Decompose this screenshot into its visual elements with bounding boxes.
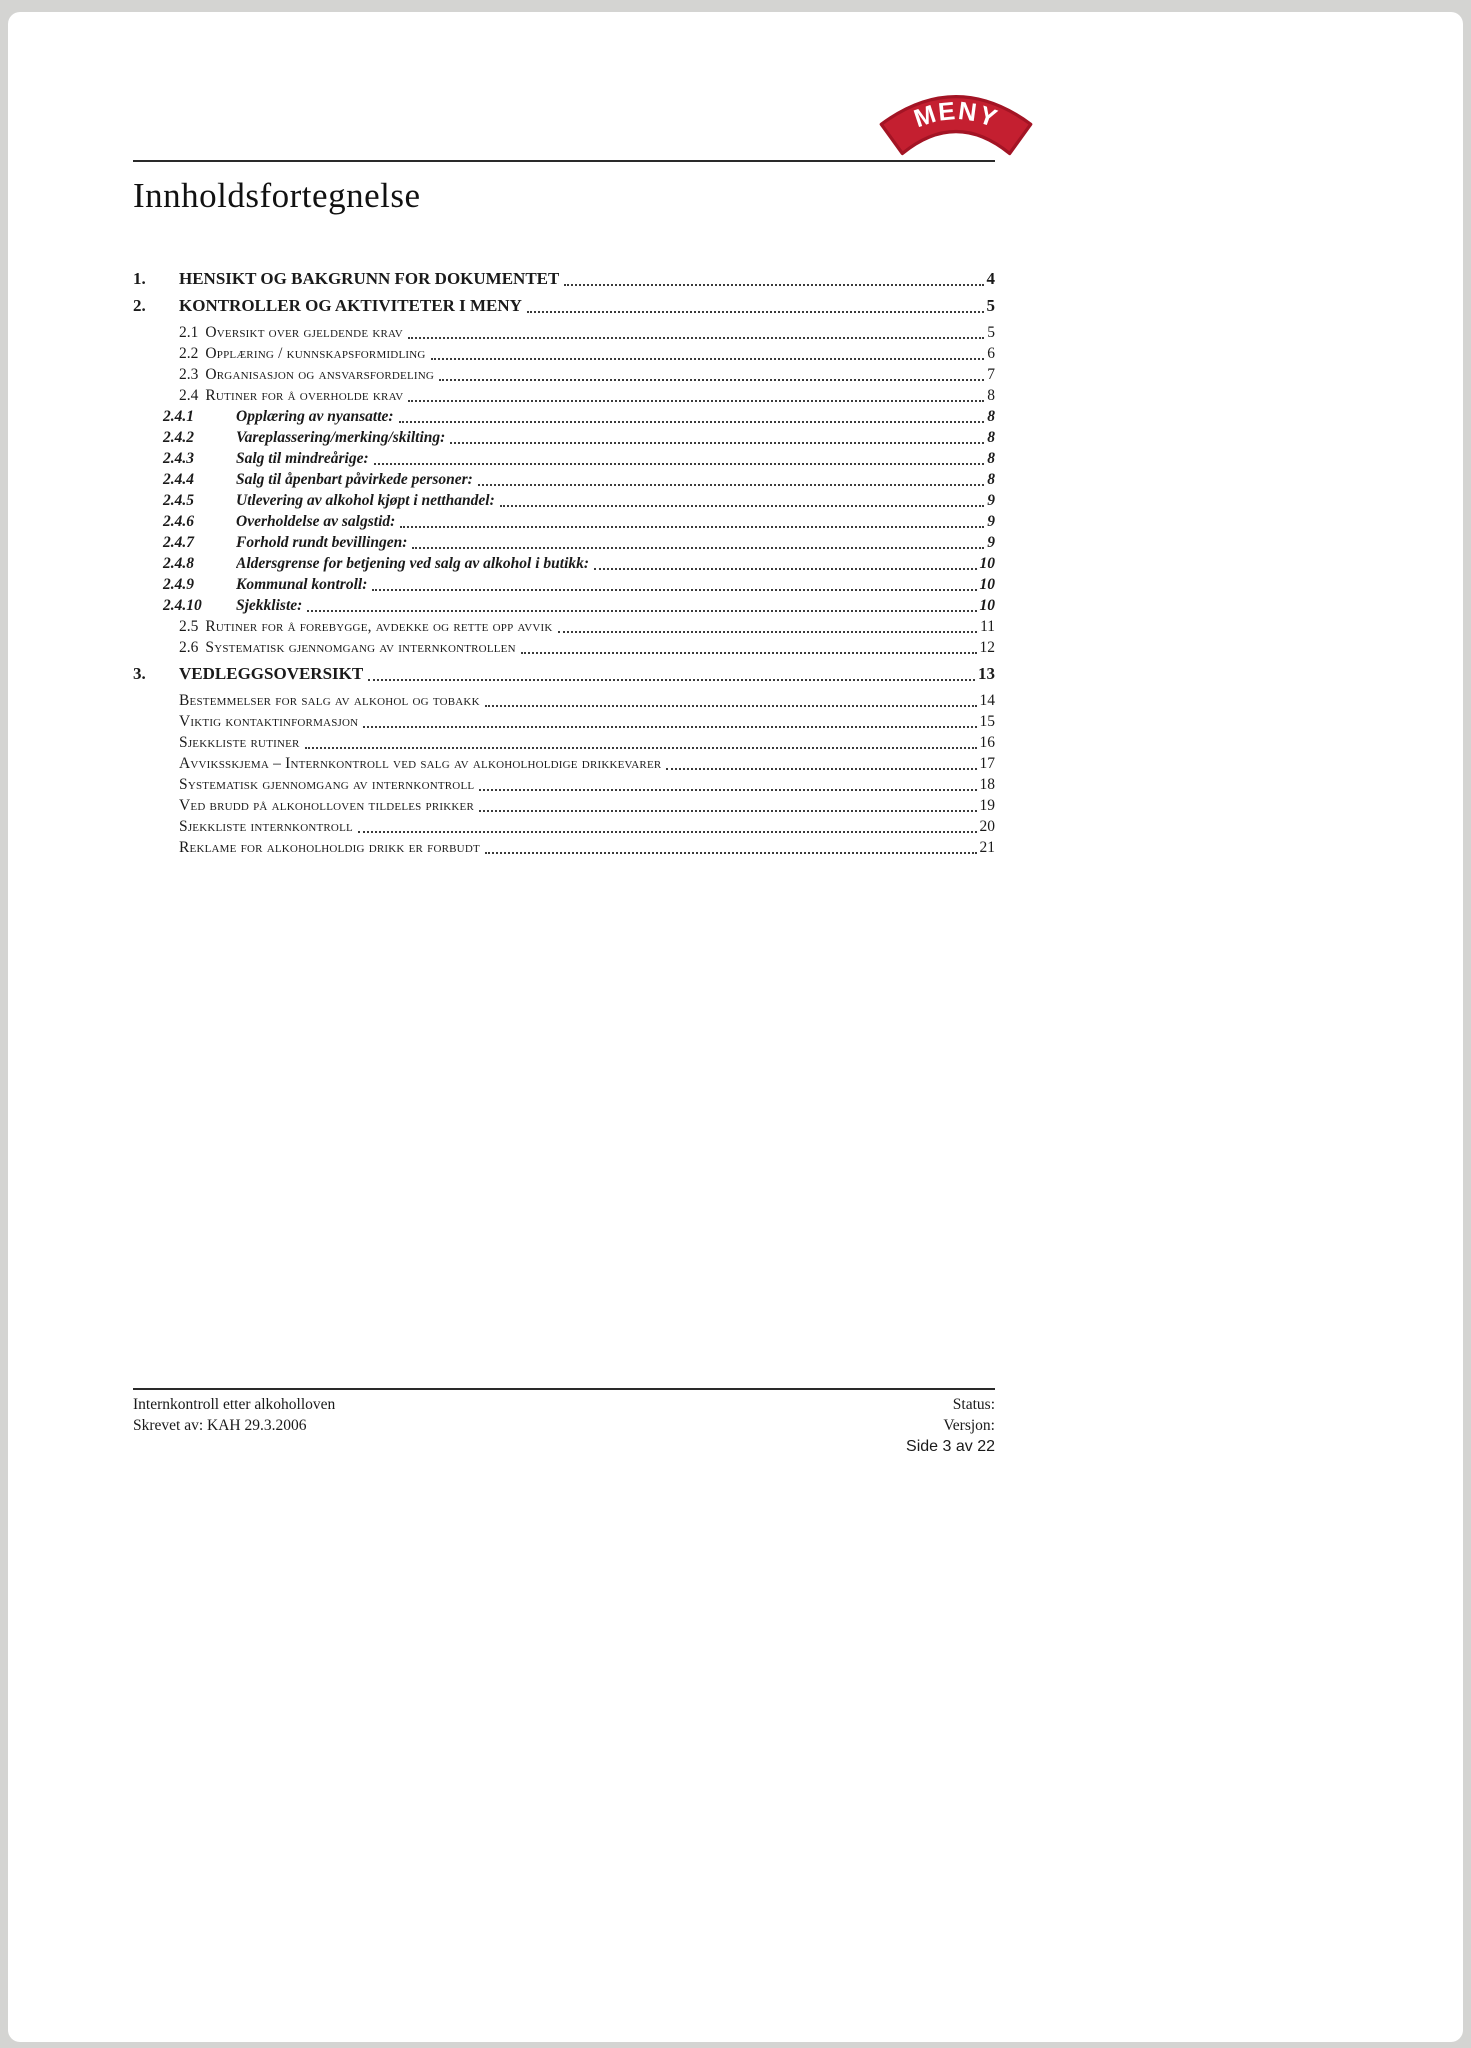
toc-leader-dots bbox=[305, 747, 977, 749]
toc-leader-dots bbox=[368, 679, 975, 681]
toc-entry-number: 2.3 bbox=[179, 366, 199, 383]
toc-entry bbox=[133, 690, 995, 711]
toc-entry bbox=[133, 343, 995, 364]
toc-entry-number: 2.4.3 bbox=[163, 450, 194, 467]
toc-entry-label: Systematisk gjennomgang av internkontrollen bbox=[205, 639, 516, 656]
toc-entry-number: 2.4.7 bbox=[163, 534, 194, 551]
toc-entry-page: 4 bbox=[986, 269, 995, 288]
footer-author-line: Skrevet av: KAH 29.3.2006 bbox=[133, 1417, 307, 1434]
toc-entry-page: 18 bbox=[979, 776, 995, 793]
toc-leader-dots bbox=[363, 726, 976, 728]
toc-entry-number: 1. bbox=[133, 269, 146, 288]
toc-leader-dots bbox=[564, 284, 983, 286]
toc-entry bbox=[133, 711, 995, 732]
toc-entry-page: 8 bbox=[987, 408, 995, 425]
toc-entry bbox=[133, 553, 995, 574]
toc-entry-page: 16 bbox=[979, 734, 995, 751]
toc-entry-page: 10 bbox=[979, 555, 995, 572]
footer-right bbox=[906, 1394, 995, 1457]
toc-entry bbox=[133, 774, 995, 795]
toc-entry-label: Rutiner for å forebygge, avdekke og rette opp avvik bbox=[205, 618, 553, 635]
toc-entry-number: 2.4.9 bbox=[163, 576, 194, 593]
toc-entry-page: 9 bbox=[987, 534, 995, 551]
toc-entry-number: 3. bbox=[133, 664, 146, 683]
meny-logo bbox=[865, 82, 1047, 160]
toc-entry-page: 9 bbox=[987, 492, 995, 509]
toc-entry-label: Opplæring av nyansatte: bbox=[236, 408, 394, 425]
toc-entry-page: 7 bbox=[987, 366, 995, 383]
page-title: Innholdsfortegnelse bbox=[133, 176, 421, 215]
toc-entry-label: Utlevering av alkohol kjøpt i netthandel: bbox=[236, 492, 495, 509]
toc-leader-dots bbox=[527, 311, 984, 313]
toc-entry-number: 2.1 bbox=[179, 324, 199, 341]
toc-entry bbox=[133, 295, 995, 317]
toc-entry bbox=[133, 616, 995, 637]
toc-entry-page: 13 bbox=[978, 664, 995, 683]
toc-entry-page: 8 bbox=[987, 387, 995, 404]
toc-entry-label: Sjekkliste rutiner bbox=[179, 734, 300, 751]
toc-entry-label: Ved brudd på alkoholloven tildeles prikker bbox=[179, 797, 475, 814]
toc-leader-dots bbox=[412, 547, 984, 549]
footer-status-label: Status: bbox=[952, 1396, 995, 1413]
toc-leader-dots bbox=[558, 631, 978, 633]
toc-entry bbox=[133, 837, 995, 858]
toc-entry-page: 11 bbox=[980, 618, 995, 635]
toc-entry bbox=[133, 574, 995, 595]
page-content bbox=[133, 12, 1002, 858]
toc-entry bbox=[133, 795, 995, 816]
toc-entry-page: 15 bbox=[979, 713, 995, 730]
toc-leader-dots bbox=[400, 526, 984, 528]
toc-entry-page: 10 bbox=[979, 576, 995, 593]
toc-entry-label: Systematisk gjennomgang av internkontroll bbox=[179, 776, 475, 793]
toc-leader-dots bbox=[500, 505, 984, 507]
toc-entry-page: 5 bbox=[986, 296, 995, 315]
toc-entry-label: Viktig kontaktinformasjon bbox=[179, 713, 359, 730]
toc-leader-dots bbox=[521, 652, 977, 654]
toc-entry-number: 2. bbox=[133, 296, 146, 315]
toc-entry-number: 2.4.6 bbox=[163, 513, 194, 530]
toc-entry-label: VEDLEGGSOVERSIKT bbox=[179, 664, 364, 683]
toc-entry bbox=[133, 663, 995, 685]
toc-entry-label: Organisasjon og ansvarsfordeling bbox=[205, 366, 435, 383]
toc-entry-page: 19 bbox=[979, 797, 995, 814]
toc-list bbox=[133, 268, 995, 858]
footer-document-title: Internkontroll etter alkoholloven bbox=[133, 1396, 336, 1413]
toc-leader-dots bbox=[408, 400, 984, 402]
toc-entry-page: 21 bbox=[979, 839, 995, 856]
toc-entry bbox=[133, 364, 995, 385]
toc-leader-dots bbox=[478, 484, 984, 486]
toc-entry-page: 8 bbox=[987, 429, 995, 446]
toc-leader-dots bbox=[358, 831, 977, 833]
toc-leader-dots bbox=[485, 705, 977, 707]
toc-leader-dots bbox=[439, 379, 984, 381]
toc-entry-label: Avviksskjema – Internkontroll ved salg av alkoholholdige drikkevarer bbox=[179, 755, 662, 772]
toc-entry bbox=[133, 595, 995, 616]
toc-entry bbox=[133, 448, 995, 469]
toc-entry bbox=[133, 322, 995, 343]
footer-left bbox=[133, 1394, 335, 1457]
toc-leader-dots bbox=[372, 589, 976, 591]
toc-leader-dots bbox=[479, 789, 976, 791]
toc-entry-number: 2.4.10 bbox=[163, 597, 202, 614]
page-header bbox=[133, 12, 1002, 162]
toc-entry-label: Overholdelse av salgstid: bbox=[236, 513, 396, 530]
toc-entry-label: Reklame for alkoholholdig drikk er forbudt bbox=[179, 839, 480, 856]
footer-page-number: Side 3 av 22 bbox=[906, 1438, 995, 1455]
toc-entry-label: Sjekkliste internkontroll bbox=[179, 818, 353, 835]
toc-entry-label: Sjekkliste: bbox=[236, 597, 303, 614]
toc-entry-label: Salg til åpenbart påvirkede personer: bbox=[236, 471, 473, 488]
toc-entry-page: 10 bbox=[979, 597, 995, 614]
toc-entry-label: Opplæring / kunnskapsformidling bbox=[205, 345, 426, 362]
toc-entry bbox=[133, 732, 995, 753]
toc-entry-label: Aldersgrense for betjening ved salg av alkohol i butikk: bbox=[236, 555, 590, 572]
toc-leader-dots bbox=[307, 610, 976, 612]
toc-entry-label: KONTROLLER OG AKTIVITETER I MENY bbox=[179, 296, 522, 315]
meny-logo-text: MENY bbox=[910, 96, 1002, 134]
toc-entry bbox=[133, 385, 995, 406]
toc-entry-number: 2.6 bbox=[179, 639, 199, 656]
page-footer bbox=[133, 1388, 995, 1457]
toc-entry-page: 9 bbox=[987, 513, 995, 530]
toc-entry-page: 5 bbox=[987, 324, 995, 341]
toc-entry-page: 8 bbox=[987, 471, 995, 488]
toc-entry-number: 2.4.2 bbox=[163, 429, 194, 446]
toc-leader-dots bbox=[666, 768, 976, 770]
toc-leader-dots bbox=[431, 358, 985, 360]
toc-entry-page: 6 bbox=[987, 345, 995, 362]
toc-entry-number: 2.4.5 bbox=[163, 492, 194, 509]
toc-leader-dots bbox=[408, 337, 984, 339]
toc-leader-dots bbox=[485, 852, 977, 854]
toc-leader-dots bbox=[450, 442, 984, 444]
toc-leader-dots bbox=[479, 810, 976, 812]
toc-entry-number: 2.2 bbox=[179, 345, 199, 362]
toc-entry-number: 2.4.4 bbox=[163, 471, 194, 488]
toc-entry bbox=[133, 427, 995, 448]
toc-entry-number: 2.5 bbox=[179, 618, 199, 635]
toc-entry bbox=[133, 511, 995, 532]
toc-entry-label: Oversikt over gjeldende krav bbox=[205, 324, 403, 341]
toc-leader-dots bbox=[399, 421, 985, 423]
toc-entry bbox=[133, 268, 995, 290]
toc-leader-dots bbox=[594, 568, 976, 570]
toc-entry-number: 2.4 bbox=[179, 387, 199, 404]
toc-entry bbox=[133, 753, 995, 774]
toc-entry-page: 20 bbox=[979, 818, 995, 835]
toc-entry bbox=[133, 532, 995, 553]
footer-version-label: Versjon: bbox=[943, 1417, 995, 1434]
toc-entry bbox=[133, 816, 995, 837]
toc-entry-label: HENSIKT OG BAKGRUNN FOR DOKUMENTET bbox=[179, 269, 560, 288]
toc-entry-label: Salg til mindreårige: bbox=[236, 450, 369, 467]
toc-entry-label: Bestemmelser for salg av alkohol og tobakk bbox=[179, 692, 480, 709]
toc-entry-page: 8 bbox=[987, 450, 995, 467]
toc-entry-page: 12 bbox=[979, 639, 995, 656]
toc-entry-number: 2.4.8 bbox=[163, 555, 194, 572]
toc-entry-label: Rutiner for å overholde krav bbox=[205, 387, 404, 404]
toc-entry-label: Forhold rundt bevillingen: bbox=[236, 534, 408, 551]
toc-entry bbox=[133, 490, 995, 511]
toc-entry bbox=[133, 637, 995, 658]
toc-leader-dots bbox=[374, 463, 985, 465]
toc-entry-page: 17 bbox=[979, 755, 995, 772]
toc-entry-label: Vareplassering/merking/skilting: bbox=[236, 429, 446, 446]
toc-entry bbox=[133, 406, 995, 427]
toc-entry-label: Kommunal kontroll: bbox=[236, 576, 368, 593]
toc-entry-number: 2.4.1 bbox=[163, 408, 194, 425]
document-page bbox=[8, 12, 1463, 2042]
toc-entry bbox=[133, 469, 995, 490]
toc-entry-page: 14 bbox=[979, 692, 995, 709]
